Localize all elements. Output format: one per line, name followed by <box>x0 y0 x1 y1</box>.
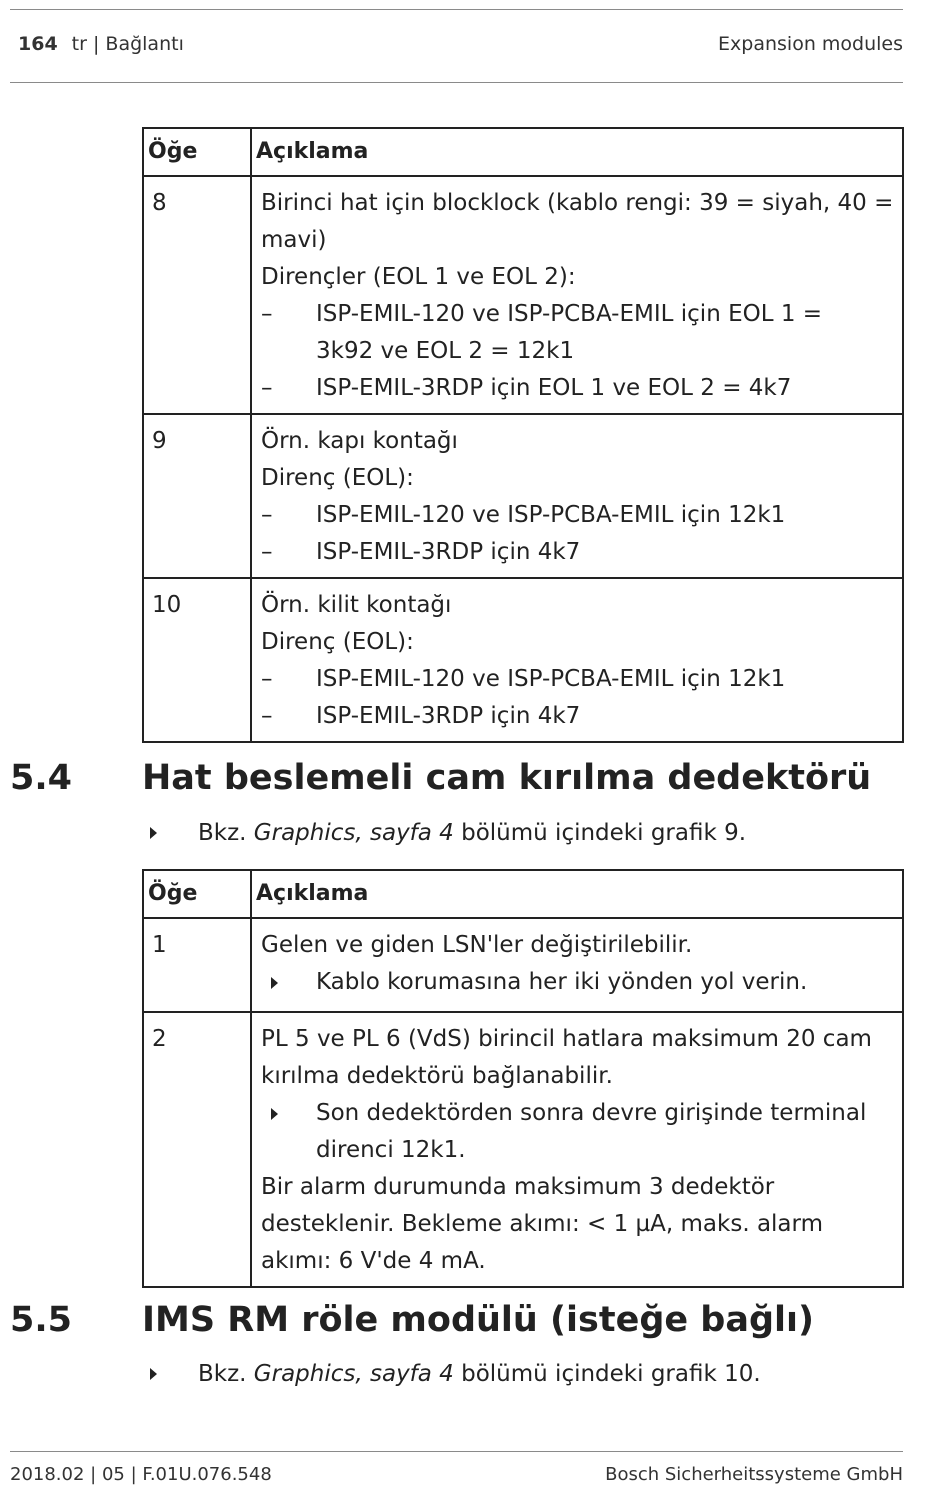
dash-item-text: ISP-EMIL-3RDP için EOL 1 ve EOL 2 = 4k7 <box>316 375 792 401</box>
text-line: akımı: 6 V'de 4 mA. <box>261 1248 486 1274</box>
dash-marker: – <box>261 301 273 327</box>
ref-suffix: bölümü içindeki grafik 10. <box>461 1361 761 1387</box>
text-line: PL 5 ve PL 6 (VdS) birincil hatlara maksimum 20 cam <box>261 1026 872 1052</box>
row-description <box>251 918 903 1012</box>
header-bottom-rule <box>10 82 903 83</box>
arrow-right-icon <box>271 977 278 989</box>
row-item-number: 8 <box>143 176 251 414</box>
step-text: Kablo korumasına her iki yönden yol verin. <box>316 969 808 995</box>
text-line: Dirençler (EOL 1 ve EOL 2): <box>261 264 576 290</box>
dash-list-item <box>261 698 894 735</box>
col-header-desc: Açıklama <box>251 128 903 176</box>
row-description <box>251 1012 903 1287</box>
col-header-desc: Açıklama <box>251 870 903 918</box>
text-line: Örn. kilit kontağı <box>261 592 452 618</box>
arrow-right-icon <box>150 827 157 839</box>
dash-item-text: 3k92 ve EOL 2 = 12k1 <box>316 338 575 364</box>
dash-item-text: ISP-EMIL-3RDP için 4k7 <box>316 539 581 565</box>
step-item-continued <box>261 1132 894 1169</box>
col-header-item: Öğe <box>143 128 251 176</box>
row-description <box>251 176 903 414</box>
dash-marker: – <box>261 539 273 565</box>
cross-reference <box>150 820 746 846</box>
col-header-item: Öğe <box>143 870 251 918</box>
ref-prefix: Bkz. <box>198 820 247 846</box>
section-number: 5.4 <box>10 758 73 798</box>
text-line: Direnç (EOL): <box>261 465 414 491</box>
step-item <box>261 1095 894 1132</box>
cross-reference <box>150 1361 761 1387</box>
table-row <box>143 176 903 414</box>
header-section: tr | Bağlantı <box>71 33 184 55</box>
dash-item-text: ISP-EMIL-120 ve ISP-PCBA-EMIL için 12k1 <box>316 502 786 528</box>
dash-list-item <box>261 661 894 698</box>
step-item <box>261 964 894 1001</box>
dash-item-text: ISP-EMIL-120 ve ISP-PCBA-EMIL için EOL 1 = <box>316 301 823 327</box>
dash-item-text: ISP-EMIL-120 ve ISP-PCBA-EMIL için 12k1 <box>316 666 786 692</box>
ref-link-text[interactable]: Graphics, sayfa 4 <box>253 1361 454 1387</box>
text-line: kırılma dedektörü bağlanabilir. <box>261 1063 613 1089</box>
table-row <box>143 918 903 1012</box>
ref-suffix: bölümü içindeki grafik 9. <box>461 820 747 846</box>
row-item-number: 9 <box>143 414 251 578</box>
text-line: Birinci hat için blocklock (kablo rengi: 39 = siyah, 40 = <box>261 190 894 216</box>
table-row <box>143 1012 903 1287</box>
section-title: IMS RM röle modülü (isteğe bağlı) <box>142 1300 815 1340</box>
arrow-right-icon <box>150 1368 157 1380</box>
dash-list-item <box>261 296 894 333</box>
arrow-right-icon <box>271 1108 278 1120</box>
dash-list-item <box>261 333 894 370</box>
text-line: Direnç (EOL): <box>261 629 414 655</box>
dash-marker: – <box>261 703 273 729</box>
text-line: desteklenir. Bekleme akımı: < 1 µA, maks. alarm <box>261 1211 823 1237</box>
header-top-rule <box>10 9 903 10</box>
dash-marker: – <box>261 666 273 692</box>
dash-marker: – <box>261 375 273 401</box>
row-item-number: 10 <box>143 578 251 742</box>
table-items-blocklock <box>142 127 904 743</box>
row-item-number: 2 <box>143 1012 251 1287</box>
dash-list-item <box>261 534 894 571</box>
row-item-number: 1 <box>143 918 251 1012</box>
footer-doc-info: 2018.02 | 05 | F.01U.076.548 <box>10 1464 272 1485</box>
ref-prefix: Bkz. <box>198 1361 247 1387</box>
table-items-glassbreak <box>142 869 904 1288</box>
header-chapter: Expansion modules <box>718 33 903 55</box>
row-description <box>251 414 903 578</box>
text-line: Örn. kapı kontağı <box>261 428 458 454</box>
ref-link-text[interactable]: Graphics, sayfa 4 <box>253 820 454 846</box>
table-header-row <box>143 870 903 918</box>
text-line: mavi) <box>261 227 327 253</box>
dash-item-text: ISP-EMIL-3RDP için 4k7 <box>316 703 581 729</box>
dash-marker: – <box>261 502 273 528</box>
text-line: Gelen ve giden LSN'ler değiştirilebilir. <box>261 932 693 958</box>
footer-rule <box>10 1451 903 1452</box>
step-text: direnci 12k1. <box>316 1137 466 1163</box>
text-line: Bir alarm durumunda maksimum 3 dedektör <box>261 1174 775 1200</box>
section-number: 5.5 <box>10 1300 73 1340</box>
dash-list-item <box>261 497 894 534</box>
row-description <box>251 578 903 742</box>
table-header-row <box>143 128 903 176</box>
step-text: Son dedektörden sonra devre girişinde terminal <box>316 1100 867 1126</box>
page-number: 164 <box>18 33 58 55</box>
footer-company: Bosch Sicherheitssysteme GmbH <box>605 1464 903 1485</box>
table-row <box>143 414 903 578</box>
table-row <box>143 578 903 742</box>
section-title: Hat beslemeli cam kırılma dedektörü <box>142 758 872 798</box>
dash-list-item <box>261 370 894 407</box>
page-header-left <box>18 33 184 55</box>
